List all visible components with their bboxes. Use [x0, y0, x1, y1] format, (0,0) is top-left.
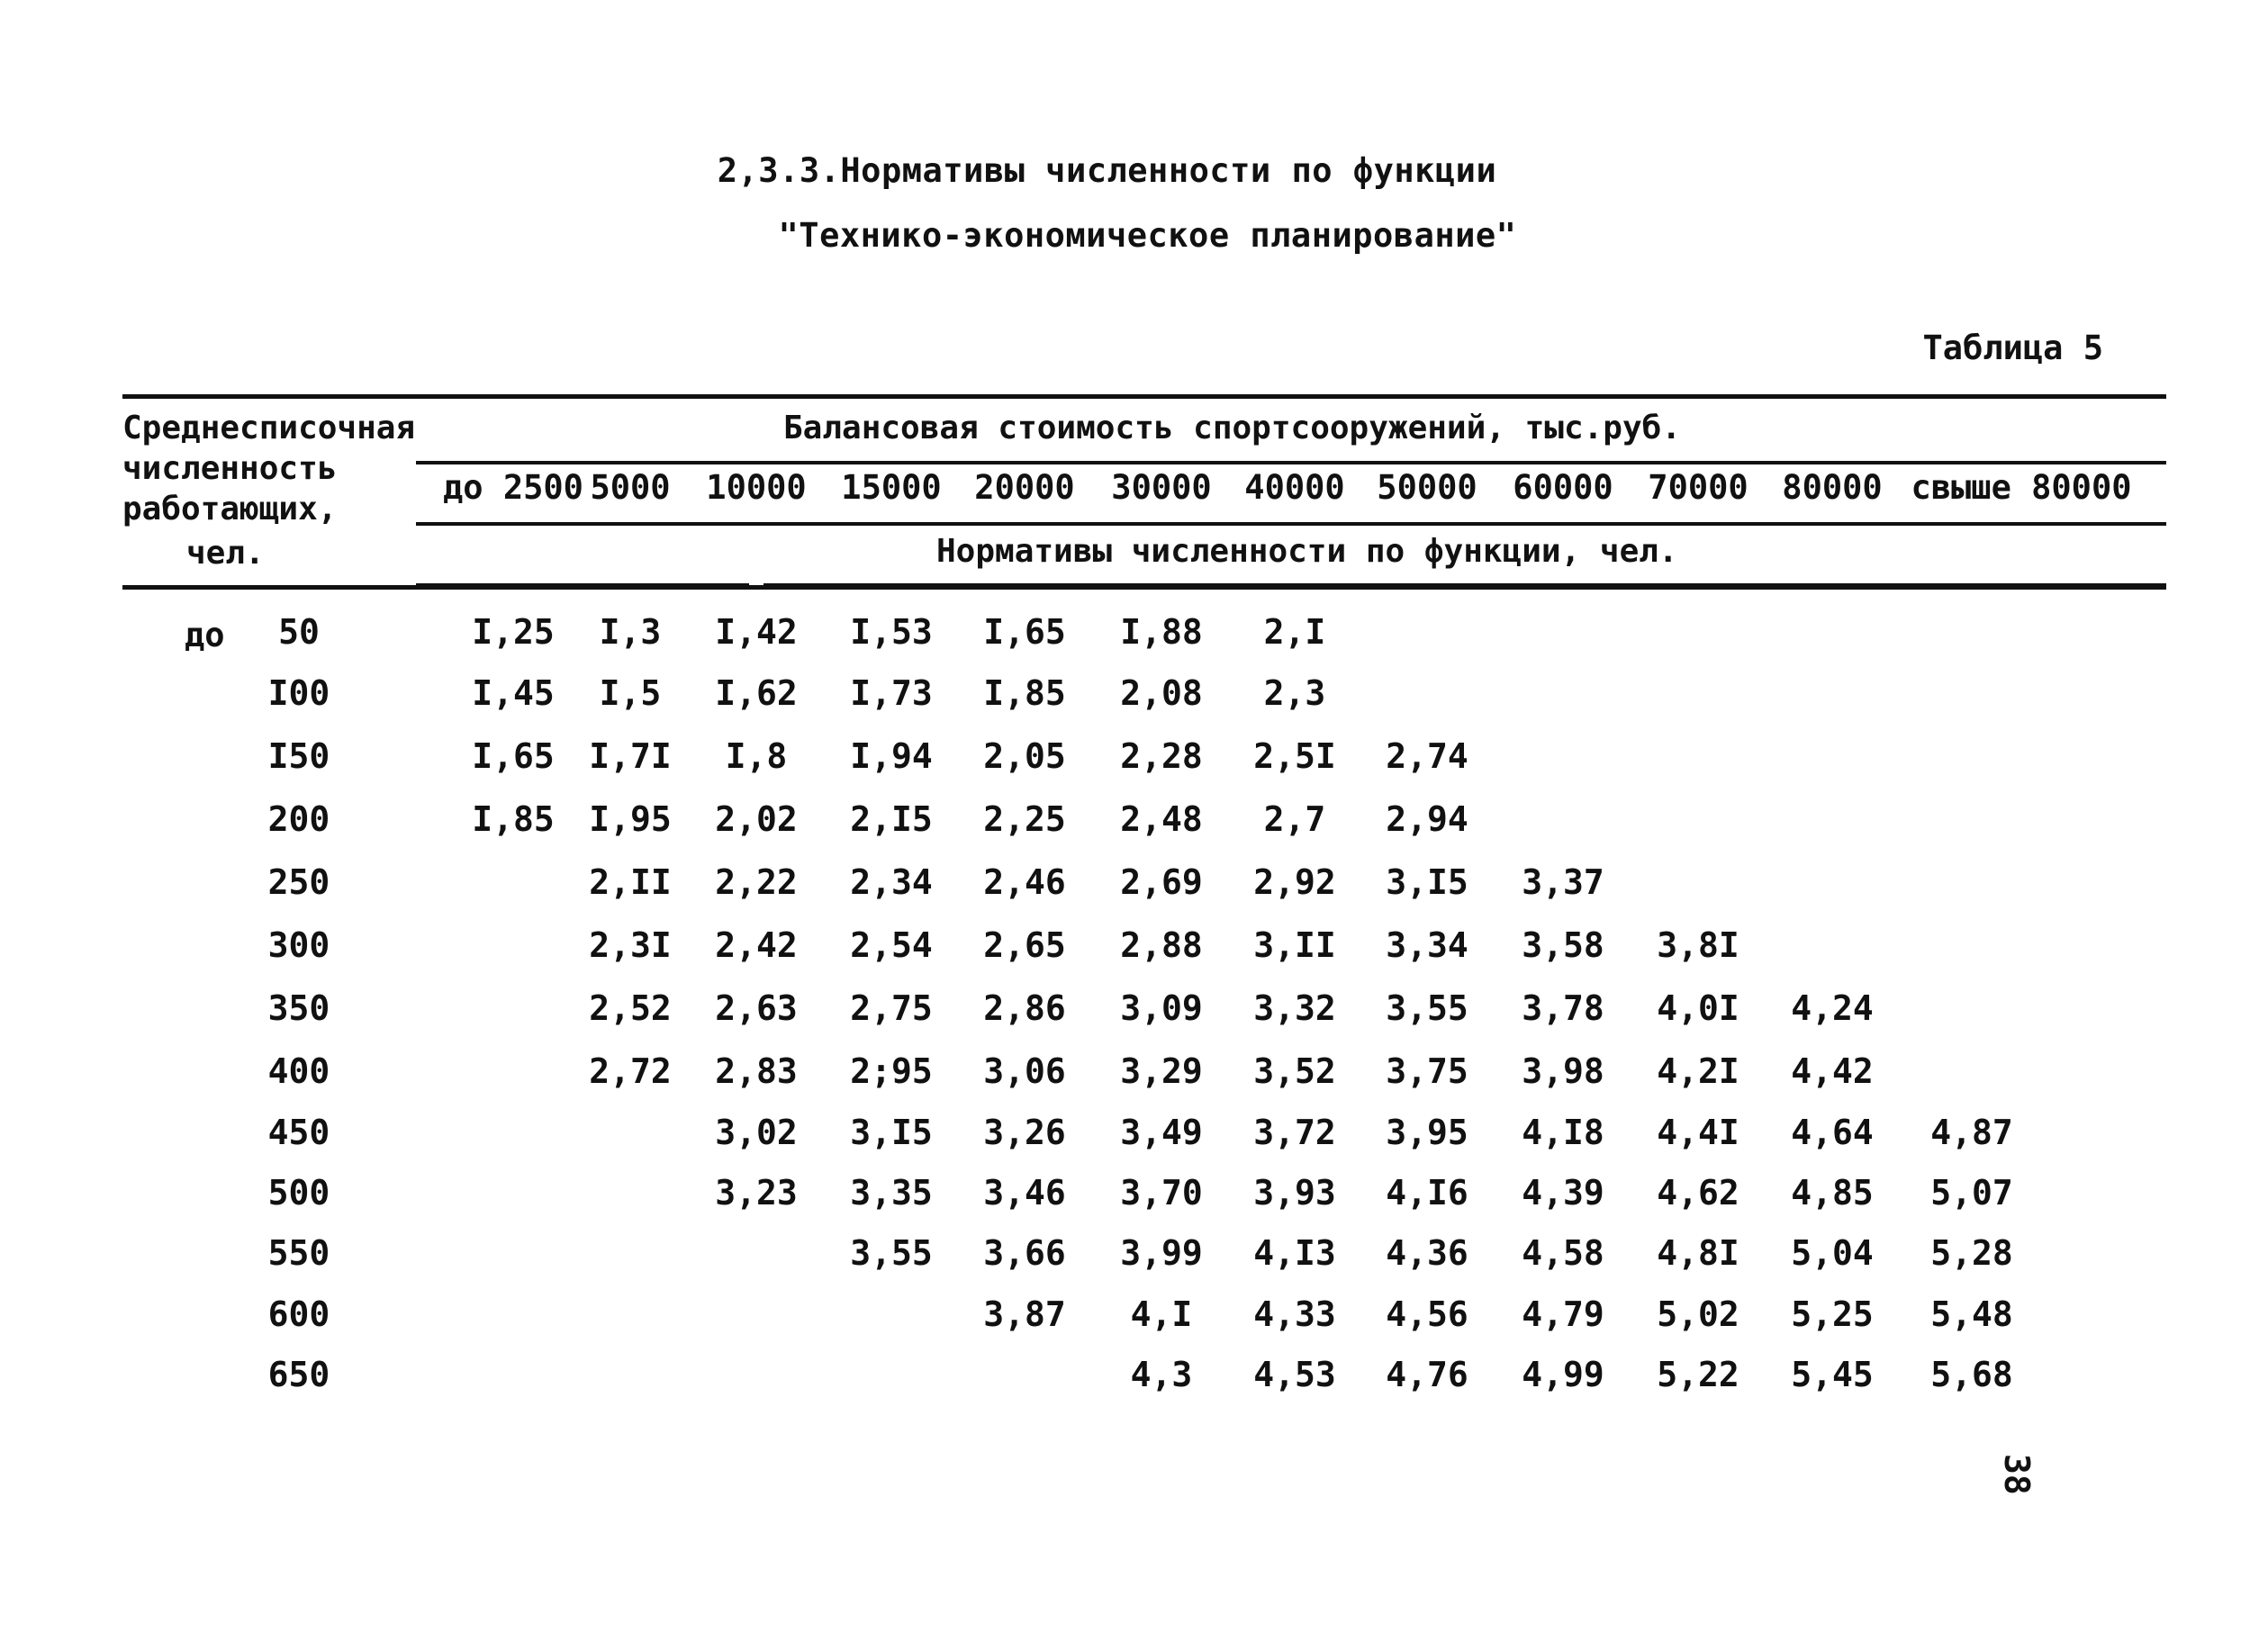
table-cell: 2,II	[589, 862, 672, 902]
table-cell: 4,I6	[1386, 1173, 1468, 1213]
table-cell: 4,3	[1130, 1355, 1193, 1394]
table-label: Таблица 5	[1922, 329, 2103, 367]
column-header-rule	[416, 522, 2166, 526]
table-cell: 3,32	[1253, 988, 1336, 1028]
table-cell: 4,8I	[1657, 1233, 1739, 1273]
table-cell: 2,75	[850, 988, 933, 1028]
table-cell: 3,55	[850, 1233, 933, 1273]
table-cell: 3,26	[983, 1113, 1066, 1152]
table-cell: I,73	[850, 673, 933, 713]
table-cell: 3,02	[715, 1113, 798, 1152]
row-label: I50	[267, 736, 330, 776]
table-cell: 3,09	[1120, 988, 1203, 1028]
row-header-line-2: численность	[122, 450, 338, 487]
table-cell: 2,25	[983, 799, 1066, 839]
table-cell: I,88	[1120, 612, 1203, 652]
table-cell: 3,87	[983, 1294, 1066, 1334]
table-cell: 2,63	[715, 988, 798, 1028]
row-label: 600	[267, 1294, 330, 1334]
table-cell: 3,99	[1120, 1233, 1203, 1273]
table-cell: 4,33	[1253, 1294, 1336, 1334]
table-cell: 2,3	[1263, 673, 1326, 713]
row-label: 450	[267, 1113, 330, 1152]
table-cell: 4,I	[1130, 1294, 1193, 1334]
table-cell: 3,I5	[1386, 862, 1468, 902]
sub-header: Нормативы численности по функции, чел.	[936, 533, 1678, 570]
table-cell: 3,52	[1253, 1051, 1336, 1091]
column-header: 40000	[1244, 468, 1345, 507]
table-cell: I,65	[472, 736, 555, 776]
table-cell: 3,55	[1386, 988, 1468, 1028]
table-cell: 3,93	[1253, 1173, 1336, 1213]
table-cell: I,65	[983, 612, 1066, 652]
table-cell: 3,23	[715, 1173, 798, 1213]
row-prefix: до	[185, 616, 225, 654]
row-label: 250	[267, 862, 330, 902]
column-header: 30000	[1111, 468, 1212, 507]
table-cell: 4,4I	[1657, 1113, 1739, 1152]
table-cell: 2,I	[1263, 612, 1326, 652]
row-label: 350	[267, 988, 330, 1028]
table-cell: 3,II	[1253, 925, 1336, 965]
table-cell: I,94	[850, 736, 933, 776]
column-header: 15000	[841, 468, 942, 507]
table-cell: 2,34	[850, 862, 933, 902]
table-cell: 2,7	[1263, 799, 1326, 839]
column-header: 70000	[1648, 468, 1748, 507]
table-cell: 4,87	[1930, 1113, 2013, 1152]
table-cell: 3,49	[1120, 1113, 1203, 1152]
table-cell: 3,8I	[1657, 925, 1739, 965]
table-cell: 5,48	[1930, 1294, 2013, 1334]
table-cell: 2,83	[715, 1051, 798, 1091]
table-cell: 3,06	[983, 1051, 1066, 1091]
table-top-rule	[122, 394, 2166, 399]
table-cell: 5,45	[1791, 1355, 1874, 1394]
table-cell: I,3	[599, 612, 662, 652]
table-cell: 3,29	[1120, 1051, 1203, 1091]
table-cell: 3,95	[1386, 1113, 1468, 1152]
table-cell: 4,64	[1791, 1113, 1874, 1152]
table-cell: 4,24	[1791, 988, 1874, 1028]
table-cell: 2,92	[1253, 862, 1336, 902]
table-cell: I,85	[472, 799, 555, 839]
table-cell: 4,I3	[1253, 1233, 1336, 1273]
group-header-rule	[416, 461, 2166, 464]
table-cell: 3,75	[1386, 1051, 1468, 1091]
table-cell: I,85	[983, 673, 1066, 713]
column-header: 80000	[1782, 468, 1883, 507]
row-label: 200	[267, 799, 330, 839]
column-header: свыше 80000	[1911, 468, 2132, 507]
table-cell: 3,37	[1522, 862, 1604, 902]
table-cell: 3,98	[1522, 1051, 1604, 1091]
table-cell: 2,74	[1386, 736, 1468, 776]
table-cell: I,8	[725, 736, 788, 776]
table-cell: 5,22	[1657, 1355, 1739, 1394]
page-number: 38	[1997, 1454, 2037, 1495]
table-cell: 5,28	[1930, 1233, 2013, 1273]
row-label: I00	[267, 673, 330, 713]
table-cell: 4,39	[1522, 1173, 1604, 1213]
table-header-bottom-rule	[122, 585, 2166, 590]
table-cell: 3,46	[983, 1173, 1066, 1213]
table-cell: I,42	[715, 612, 798, 652]
table-cell: 4,58	[1522, 1233, 1604, 1273]
row-label: 550	[267, 1233, 330, 1273]
table-cell: 5,07	[1930, 1173, 2013, 1213]
table-cell: 3,I5	[850, 1113, 933, 1152]
table-cell: 4,36	[1386, 1233, 1468, 1273]
table-cell: 2,65	[983, 925, 1066, 965]
table-cell: 2,05	[983, 736, 1066, 776]
table-cell: 3,66	[983, 1233, 1066, 1273]
column-header: 10000	[706, 468, 807, 507]
table-cell: 2,69	[1120, 862, 1203, 902]
table-cell: 2,86	[983, 988, 1066, 1028]
section-subtitle: "Технико-экономическое планирование"	[778, 216, 1517, 255]
table-cell: 2;95	[850, 1051, 933, 1091]
table-cell: 5,25	[1791, 1294, 1874, 1334]
table-cell: 4,53	[1253, 1355, 1336, 1394]
table-cell: 4,42	[1791, 1051, 1874, 1091]
table-cell: 2,22	[715, 862, 798, 902]
table-cell: 2,94	[1386, 799, 1468, 839]
table-cell: 4,99	[1522, 1355, 1604, 1394]
table-cell: 2,54	[850, 925, 933, 965]
table-cell: 2,5I	[1253, 736, 1336, 776]
table-cell: I,53	[850, 612, 933, 652]
row-label: 50	[278, 612, 320, 652]
table-cell: 2,46	[983, 862, 1066, 902]
table-cell: 2,88	[1120, 925, 1203, 965]
table-cell: 4,85	[1791, 1173, 1874, 1213]
table-cell: 5,02	[1657, 1294, 1739, 1334]
table-cell: 4,2I	[1657, 1051, 1739, 1091]
column-header: 5000	[590, 468, 671, 507]
table-cell: I,7I	[589, 736, 672, 776]
table-cell: 4,62	[1657, 1173, 1739, 1213]
table-cell: 4,79	[1522, 1294, 1604, 1334]
table-cell: 3,35	[850, 1173, 933, 1213]
table-cell: 4,76	[1386, 1355, 1468, 1394]
table-cell: I,25	[472, 612, 555, 652]
table-cell: 2,72	[589, 1051, 672, 1091]
row-header-line-4: чел.	[186, 535, 265, 572]
table-cell: 2,42	[715, 925, 798, 965]
group-header: Балансовая стоимость спортсооружений, тыс.руб.	[783, 410, 1681, 446]
table-cell: 2,02	[715, 799, 798, 839]
table-cell: I,45	[472, 673, 555, 713]
row-label: 300	[267, 925, 330, 965]
table-cell: 2,48	[1120, 799, 1203, 839]
column-header: 20000	[974, 468, 1075, 507]
row-header-line-3: работающих,	[122, 491, 338, 527]
table-cell: I,5	[599, 673, 662, 713]
column-header: 50000	[1377, 468, 1477, 507]
section-title: 2,3.3.Нормативы численности по функции	[717, 151, 1497, 190]
table-cell: 2,I5	[850, 799, 933, 839]
table-cell: 4,0I	[1657, 988, 1739, 1028]
table-cell: 5,68	[1930, 1355, 2013, 1394]
table-cell: 3,72	[1253, 1113, 1336, 1152]
row-header-line-1: Среднесписочная	[122, 410, 416, 446]
table-cell: 3,58	[1522, 925, 1604, 965]
column-header: до 2500	[443, 468, 583, 507]
table-cell: 3,70	[1120, 1173, 1203, 1213]
table-cell: 4,56	[1386, 1294, 1468, 1334]
table-cell: 2,3I	[589, 925, 672, 965]
table-cell: I,62	[715, 673, 798, 713]
table-cell: 3,78	[1522, 988, 1604, 1028]
table-cell: 3,34	[1386, 925, 1468, 965]
row-label: 500	[267, 1173, 330, 1213]
table-cell: 4,I8	[1522, 1113, 1604, 1152]
table-cell: 2,08	[1120, 673, 1203, 713]
column-header: 60000	[1513, 468, 1613, 507]
table-cell: I,95	[589, 799, 672, 839]
row-label: 400	[267, 1051, 330, 1091]
table-cell: 5,04	[1791, 1233, 1874, 1273]
table-cell: 2,52	[589, 988, 672, 1028]
row-label: 650	[267, 1355, 330, 1394]
table-cell: 2,28	[1120, 736, 1203, 776]
